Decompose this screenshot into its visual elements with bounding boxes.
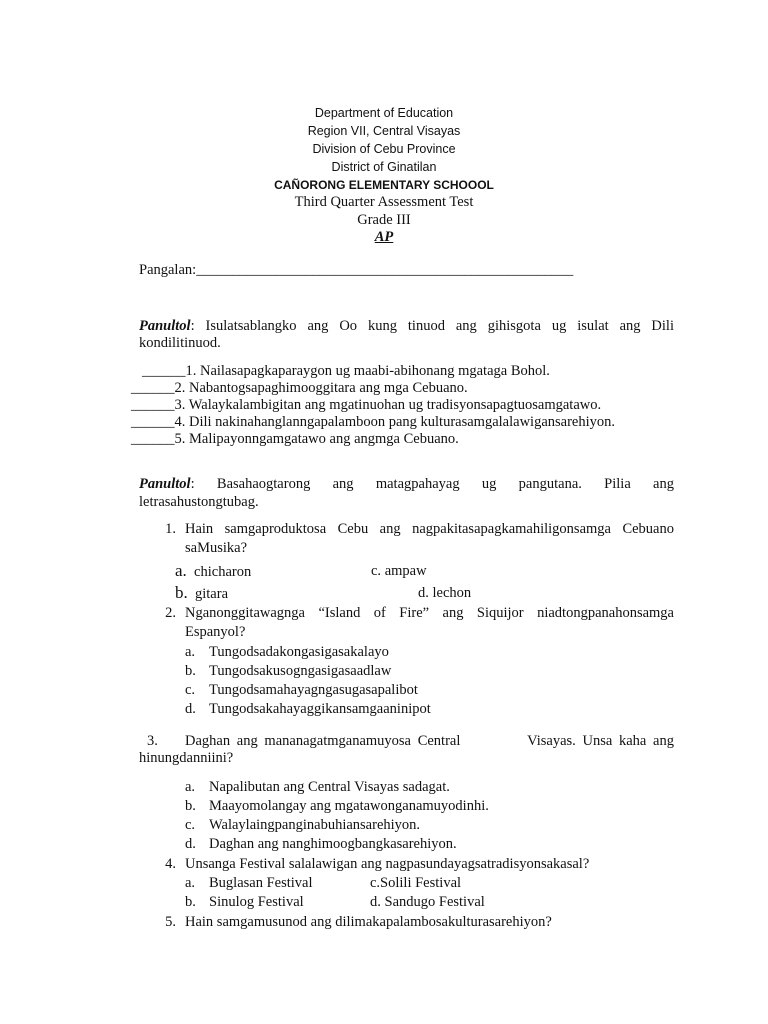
region-heading: Region VII, Central Visayas bbox=[307, 124, 461, 138]
option-c[interactable]: c. Tungodsamahayagngasugasapalibot bbox=[185, 682, 418, 698]
question-text: Hain samgaproduktosa Cebu ang nagpakitasapagkamahiligonsamga Cebuano bbox=[185, 521, 674, 537]
true-false-item: ______4. Dili nakinahanglanngapalamboon pang kulturasamgalalawigansarehiyon. bbox=[131, 414, 616, 430]
question-text-cont: saMusika? bbox=[185, 540, 248, 556]
option-b[interactable]: b. gitara bbox=[175, 583, 229, 602]
true-false-item: ______1. Nailasapagkaparaygon ug maabi-abihonang mgataga Bohol. bbox=[142, 363, 550, 379]
question-text-cont: hinungdanniini? bbox=[139, 750, 234, 766]
true-false-item: ______2. Nabantogsapaghimooggitara ang mga Cebuano. bbox=[131, 380, 468, 396]
answer-blank[interactable]: ______ bbox=[131, 380, 175, 396]
option-a[interactable]: a. chicharon bbox=[175, 561, 252, 580]
school-heading: CAÑORONG ELEMENTARY SCHOOOL bbox=[274, 178, 494, 192]
answer-blank[interactable]: ______ bbox=[131, 397, 175, 413]
question-text: Daghan ang mananagatmganamuyosa Central Visayas. Unsa kaha ang bbox=[185, 733, 674, 749]
option-d[interactable]: d. Tungodsakahayaggikansamgaaninipot bbox=[185, 701, 431, 717]
option-c[interactable]: c. Walaylaingpanginabuhiansarehiyon. bbox=[185, 817, 421, 833]
question-number: 3. bbox=[147, 733, 158, 749]
grade-heading: Grade III bbox=[357, 212, 411, 228]
division-heading: Division of Cebu Province bbox=[312, 142, 456, 156]
option-c[interactable]: c.Solili Festival bbox=[370, 875, 462, 891]
district-heading: District of Ginatilan bbox=[331, 160, 437, 174]
part2-instruction-cont: letrasahustongtubag. bbox=[139, 494, 259, 510]
option-b[interactable]: b. Maayomolangay ang mgatawonganamuyodinhi. bbox=[185, 798, 489, 814]
question-text: Nganonggitawagnga “Island of Fire” ang Siquijor niadtongpanahonsamga bbox=[185, 605, 674, 621]
option-c[interactable]: c. ampaw bbox=[371, 563, 427, 579]
question-text: Hain samgamusunod ang dilimakapalambosakulturasarehiyon? bbox=[185, 914, 552, 930]
answer-blank[interactable]: ______ bbox=[142, 363, 186, 379]
answer-blank[interactable]: ______ bbox=[131, 431, 175, 447]
name-line: ____________________________________________________ bbox=[196, 262, 574, 278]
part2-instruction-label: Panultol bbox=[139, 476, 191, 492]
option-a[interactable]: a. Tungodsadakongasigasakalayo bbox=[185, 644, 389, 660]
answer-blank[interactable]: ______ bbox=[131, 414, 175, 430]
question-number: 5. bbox=[165, 914, 176, 930]
name-field[interactable] bbox=[139, 262, 573, 279]
subject-heading: AP bbox=[374, 229, 394, 245]
question-number: 1. bbox=[165, 521, 176, 537]
true-false-item: ______5. Malipayonngamgatawo ang angmga Cebuano. bbox=[131, 431, 459, 447]
option-d[interactable]: d. Daghan ang nanghimoogbangkasarehiyon. bbox=[185, 836, 457, 852]
option-d[interactable]: d. lechon bbox=[418, 585, 472, 601]
option-b[interactable]: b. Tungodsakusogngasigasaadlaw bbox=[185, 663, 392, 679]
test-title: Third Quarter Assessment Test bbox=[294, 194, 474, 210]
question-text-cont: Espanyol? bbox=[185, 624, 246, 640]
part2-instruction: Panultol: Basahaogtarong ang matagpahayag ug pangutana. Pilia ang bbox=[139, 476, 674, 492]
name-label: Pangalan: bbox=[139, 262, 197, 278]
question-number: 2. bbox=[165, 605, 176, 621]
option-a[interactable]: a. Napalibutan ang Central Visayas sadagat. bbox=[185, 779, 450, 795]
question-text: Unsanga Festival salalawigan ang nagpasundayagsatradisyonsakasal? bbox=[185, 856, 590, 872]
option-b[interactable]: b. Sinulog Festival bbox=[185, 894, 304, 910]
part1-instruction: Panultol: Isulatsablangko ang Oo kung tinuod ang gihisgota ug isulat ang Dili bbox=[139, 318, 674, 334]
option-d[interactable]: d. Sandugo Festival bbox=[370, 894, 485, 910]
part1-instruction-cont: kondilitinuod. bbox=[139, 335, 221, 351]
part1-instruction-label: Panultol bbox=[139, 318, 191, 334]
department-heading: Department of Education bbox=[314, 106, 454, 120]
option-a[interactable]: a. Buglasan Festival bbox=[185, 875, 313, 891]
true-false-item: ______3. Walaykalambigitan ang mgatinuohan ug tradisyonsapagtuosamgatawo. bbox=[131, 397, 602, 413]
question-number: 4. bbox=[165, 856, 176, 872]
